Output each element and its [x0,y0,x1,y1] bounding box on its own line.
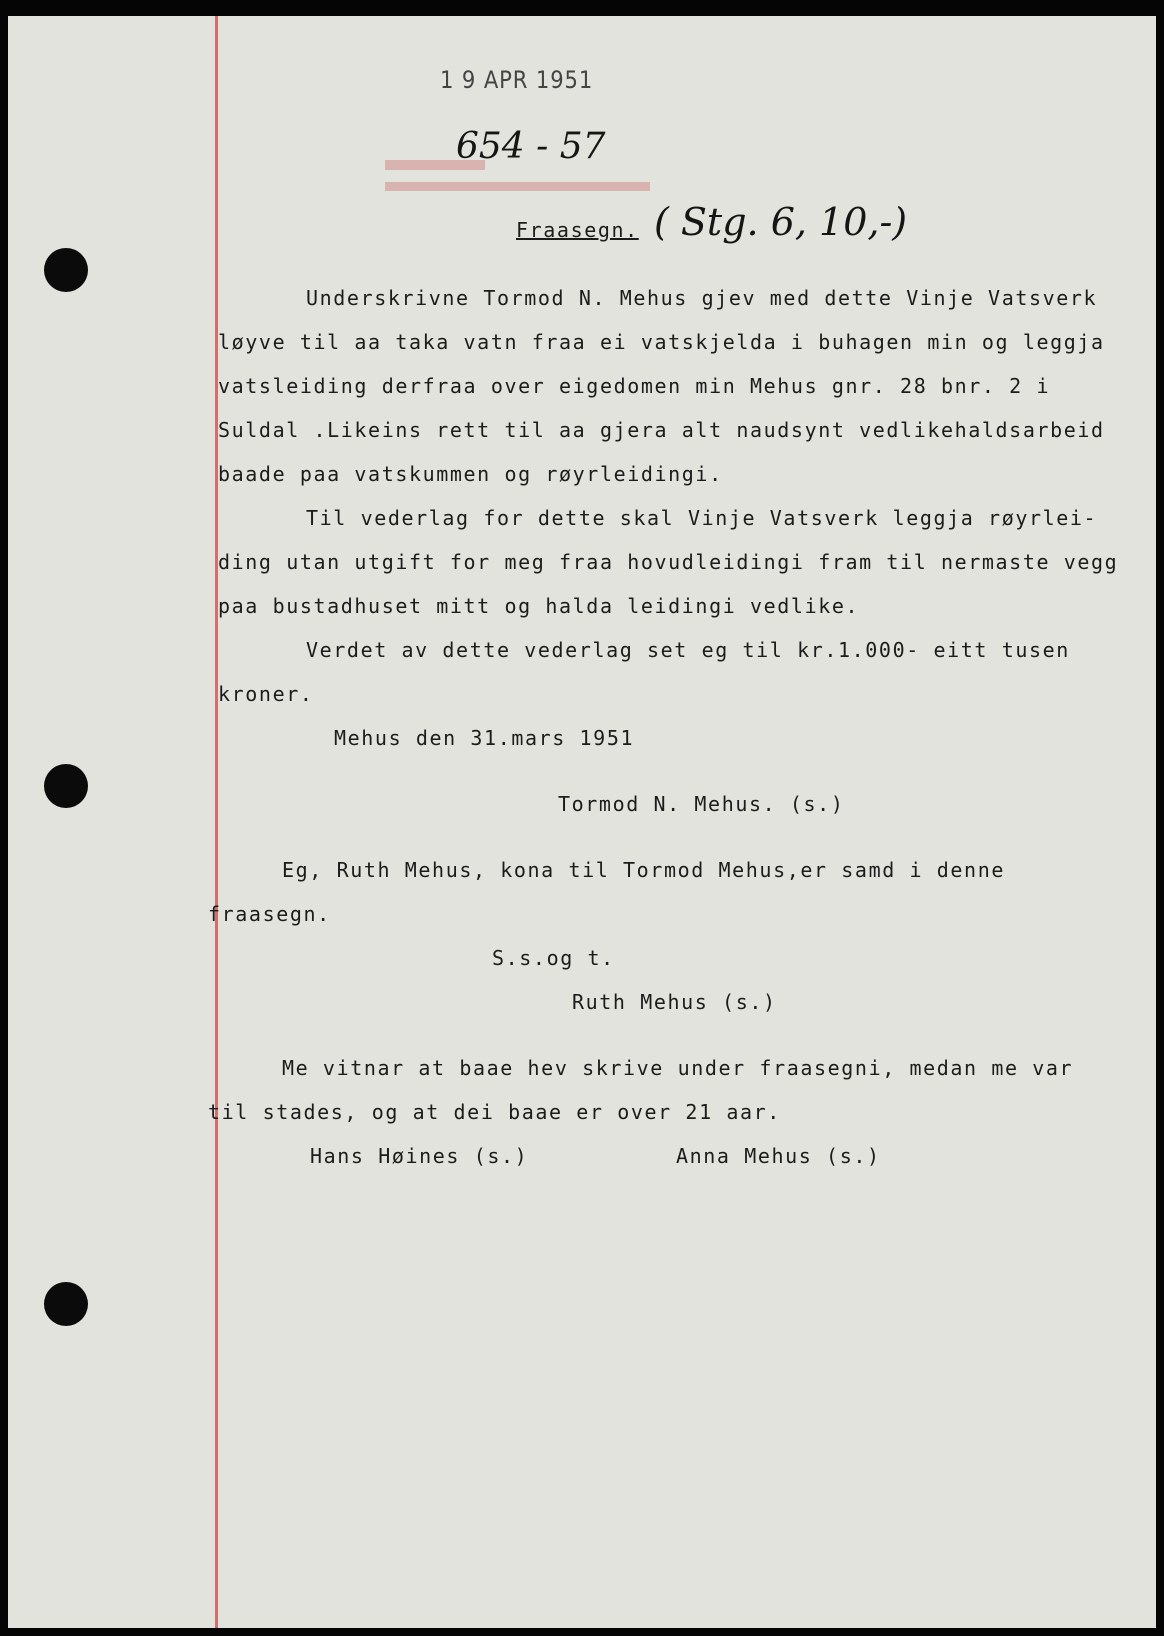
witness-line-2: til stades, og at dei baae er over 21 aar. [208,1100,781,1124]
signature-ruth: Ruth Mehus (s.) [572,990,777,1014]
body-line-6: Til vederlag for dette skal Vinje Vatsverk leggja røyrlei- [306,506,1098,530]
body-line-3: vatsleiding derfraa over eigedomen min Mehus gnr. 28 bnr. 2 i [218,374,1051,398]
consent-line-2: fraasegn. [208,902,331,926]
body-line-5: baade paa vatskummen og røyrleidingi. [218,462,723,486]
body-line-2: løyve til aa taka vatn fraa ei vatskjelda i buhagen min og leggja [218,330,1105,354]
witness-anna: Anna Mehus (s.) [676,1144,881,1168]
witness-line-1: Me vitnar at baae hev skrive under fraasegni, medan me var [282,1056,1074,1080]
document-title: Fraasegn. [516,218,639,242]
place-and-date: Mehus den 31.mars 1951 [334,726,635,750]
red-margin-line [215,16,218,1628]
body-line-9: Verdet av dette vederlag set eg til kr.1.000- eitt tusen [306,638,1070,662]
stamp-smudge-bottom [385,182,650,191]
witness-hans: Hans Høines (s.) [310,1144,529,1168]
body-line-4: Suldal .Likeins rett til aa gjera alt naudsynt vedlikehaldsarbeid [218,418,1105,442]
punch-hole-middle [44,764,88,808]
punch-hole-top [44,248,88,292]
fee-annotation: ( Stg. 6, 10,-) [654,200,908,244]
punch-hole-bottom [44,1282,88,1326]
body-line-10: kroner. [218,682,314,706]
case-number: 654 - 57 [456,126,606,167]
received-date-stamp: 1 9 APR 1951 [440,66,594,94]
body-line-8: paa bustadhuset mitt og halda leidingi vedlike. [218,594,860,618]
consent-line-1: Eg, Ruth Mehus, kona til Tormod Mehus,er samd i denne [282,858,1005,882]
body-line-1: Underskrivne Tormod N. Mehus gjev med dette Vinje Vatsverk [306,286,1098,310]
document-page [8,16,1156,1628]
body-line-7: ding utan utgift for meg fraa hovudleidingi fram til nermaste vegg [218,550,1119,574]
signature-tormod: Tormod N. Mehus. (s.) [558,792,845,816]
attestation: S.s.og t. [492,946,615,970]
